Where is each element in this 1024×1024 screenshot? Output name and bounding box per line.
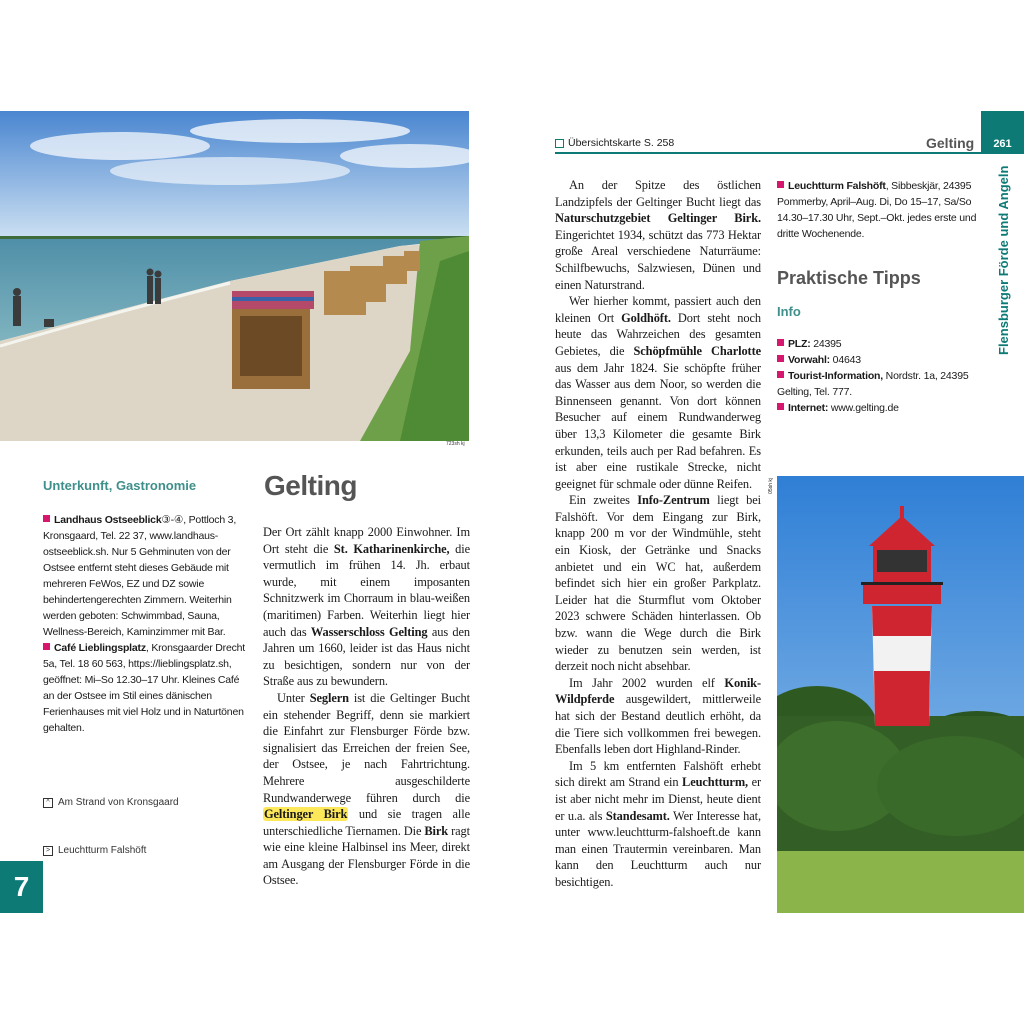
lighthouse-photo xyxy=(777,476,1024,913)
map-square-icon xyxy=(555,139,564,148)
sidebar-entries xyxy=(43,512,249,736)
running-header: Gelting xyxy=(926,135,975,151)
page-number: 7 xyxy=(0,861,43,913)
chapter-title: Flensburger Förde und Angeln xyxy=(996,165,1011,355)
paragraph: Im 5 km entfernten Falshöft erhebt sich direkt am Strand ein Leuchtturm, er ist aber nicht mehr im Dienst, heute dient er u.a. als Standesamt. Wer Interesse hat, unter www.leuchtturm-falshoeft.de kann man einen Trautermin vereinbaren. Man kann den Leuchtturm auch nur besichtigen. xyxy=(555,758,762,889)
info-item: Internet: www.gelting.de xyxy=(777,400,987,416)
attraction-info xyxy=(777,178,987,242)
info-item: PLZ: 24395 xyxy=(777,336,987,352)
bullet-icon xyxy=(777,339,784,346)
paragraph: An der Spitze des östlichen Landzipfels der Geltinger Bucht liegt das Naturschutzgebiet Geltinger Birk. Eingerichtet 1934, schützt das 773 Hektar große Areal verschiedene Naturräume: Schilfbewuchs, Salzwiesen, Dünen und einen Naturstrand. xyxy=(555,178,761,292)
paragraph: Der Ort zählt knapp 2000 Einwohner. Im Ort steht die St. Katharinenkirche, die vermutlich im frühen 14. Jh. erbaut wurde, mit einem imposanten Schnitzwerk im Chorraum in blau-weißen (maritimen) Farben. Weiterhin liegt hier auch das Wasserschloss Gelting aus den Jahren um 1660, leider ist das Haus nicht zu besichtigen, sondern nur von der Straße aus zu bewundern. xyxy=(263,525,470,689)
sidebar-entry xyxy=(43,640,249,736)
photo-credit: 723sh kj xyxy=(446,441,465,447)
entry-text: , Kronsgaarder Drecht 5a, Tel. 18 60 563, https://lieblingsplatz.sh, geöffnet: Mi–So 12.30–17 Uhr. Kleines Café an der Ostsee im Stil eines dänischen Ferienhauses mit viel Holz und in Naturtönen gehalten. xyxy=(43,642,245,734)
highlighted-term[interactable]: Geltinger Birk xyxy=(264,807,348,822)
entry-name: Landhaus Ostseeblick xyxy=(54,514,162,526)
bullet-icon xyxy=(777,181,784,188)
paragraph: Wer hierher kommt, passiert auch den kleinen Ort Goldhöft. Dort steht noch heute das Wahrzeichen des gesamten Gebietes, die Schöpfmühle Charlotte aus dem Jahr 1824. Sie schöpfte früher das Wasser aus dem Noor, so werden die Binnenseen genannt. Von dort können Besucher auf einem Rundwanderweg über 13,3 Kilometer die gesamte Birk erkunden, teils auch per Rad befahren. Es ist aber eine rustikale Strecke, nicht geeignet für schmale oder dünne Reifen. xyxy=(555,294,761,491)
paragraph: Im Jahr 2002 wurden elf Konik-Wildpferde ausgewildert, mittlerweile hat sich der Bestand deutlich erhöht, da die Tiere sich vollkommen frei bewegen. Ebenfalls leben dort Highland-Rinder. xyxy=(555,675,761,757)
bullet-icon xyxy=(777,355,784,362)
sidebar-heading: Unterkunft, Gastronomie xyxy=(43,478,197,493)
bullet-icon xyxy=(43,515,50,522)
page-title: Gelting xyxy=(264,470,357,501)
info-item: Vorwahl: 04643 xyxy=(777,352,987,368)
photo-caption xyxy=(43,797,179,808)
photo-caption xyxy=(43,845,146,856)
body-text xyxy=(555,177,761,891)
bullet-icon xyxy=(777,403,784,410)
chapter-side-tab xyxy=(996,165,1014,355)
page-number: 261 xyxy=(981,111,1024,154)
body-text xyxy=(263,524,470,889)
section-heading: Praktische Tipps xyxy=(777,268,921,288)
caption-text: Leuchtturm Falshöft xyxy=(58,845,147,856)
header-rule xyxy=(555,152,981,154)
caret-up-icon: ^ xyxy=(43,798,53,808)
bullet-icon xyxy=(777,371,784,378)
paragraph: Unter Seglern ist die Geltinger Bucht ein stehender Begriff, denn sie markiert die Einfahrt zur Flensburger Förde bzw. signalisiert das Erreichen der freien See, der Ostsee, je nach Fahrtrichtung. Mehrere ausgeschilderte Rundwanderwege führen durch die Geltinger Birk und sie tragen alle unterschiedliche Tiernamen. Die Birk ragt wie eine kleine Halbinsel ins Meer, direkt am Ausgang der Flensburger Förde in die Ostsee. xyxy=(263,690,470,888)
caret-right-icon: > xyxy=(43,846,53,856)
attraction-name: Leuchtturm Falshöft xyxy=(788,180,886,192)
attraction-text: , Sibbeskjär, 24395 Pommerby, April–Aug. Di, Do 15–17, Sa/So 14.30–17.30 Uhr, Sept.–Okt. jedes erste und dritte Wochenende. xyxy=(777,180,977,240)
sidebar-entry xyxy=(43,512,249,640)
subsection-heading: Info xyxy=(777,304,801,319)
photo-credit: 05sh kj xyxy=(768,478,774,494)
caption-text: Am Strand von Kronsgaard xyxy=(58,797,179,808)
overview-link-text: Übersichtskarte S. 258 xyxy=(568,137,675,149)
paragraph: Ein zweites Info-Zentrum liegt bei Falshöft. Vor dem Eingang zur Birk, knapp 200 m vor der Windmühle, steht ein Kiosk, der Getränke und Snacks anbietet und ein WC hat, außerdem befindet sich hier ein großer Parkplatz. Leider hat die Sturmflut vom Oktober 2023 schwere Schäden hinterlassen. Ob bzw. wann die Wege durch die Birk wieder zu benutzen sein werden, ist derzeit noch nicht absehbar. xyxy=(555,493,761,674)
entry-name: Café Lieblingsplatz xyxy=(54,642,146,654)
info-item: Tourist-Information, Nordstr. 1a, 24395 Gelting, Tel. 777. xyxy=(777,370,969,398)
beach-photo xyxy=(0,111,469,441)
overview-map-link[interactable] xyxy=(555,137,674,149)
info-list xyxy=(777,336,987,416)
bullet-icon xyxy=(43,643,50,650)
entry-text: ③-④, Pottloch 3, Kronsgaard, Tel. 22 37, www.landhaus-ostseeblick.sh. Nur 5 Gehminuten von der Ostsee entfernt steht dieses Gebäude mit mehreren FeWos, EZ und DZ sowie behindertengerechten Zimmern. Weiterhin werden geboten: Schwimmbad, Sauna, Wellness-Bereich, Kaminzimmer mit Bar. xyxy=(43,514,237,638)
